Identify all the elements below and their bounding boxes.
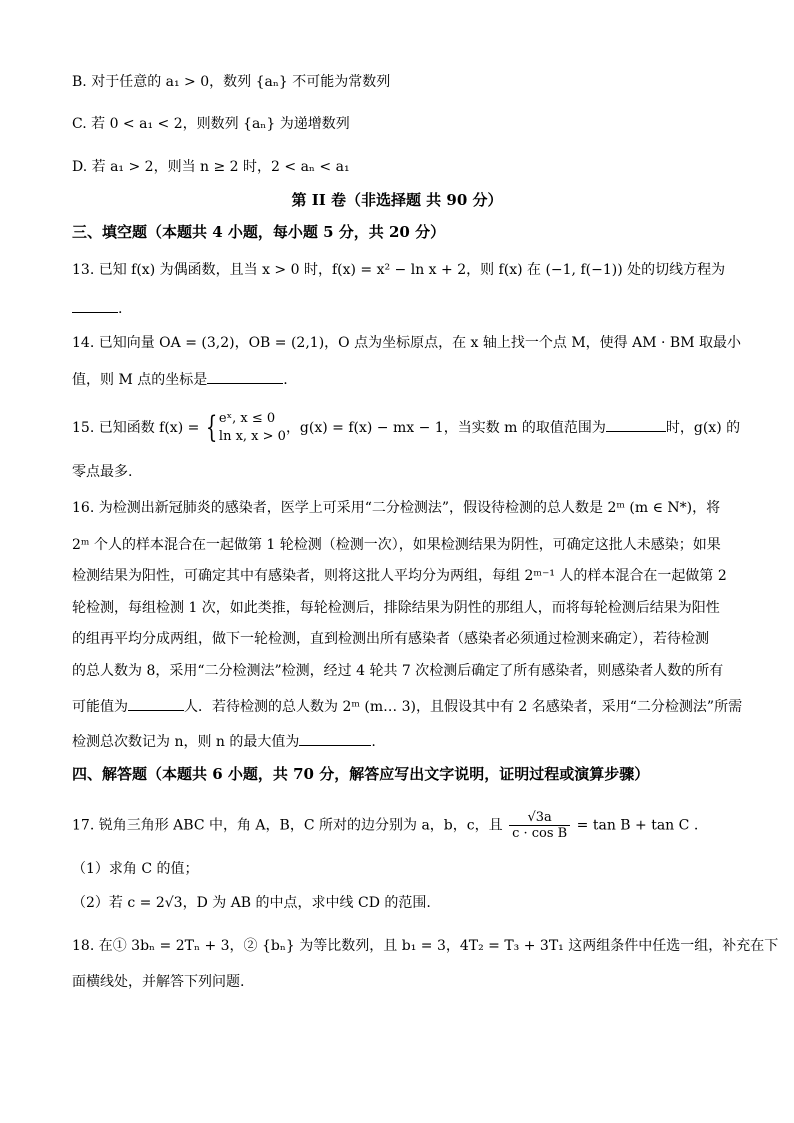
q15-line1 bbox=[72, 410, 740, 446]
q16-line4: 轮检测，每组检测 1 次，如此类推，每轮检测后，排除结果为阴性的那组人，而将每轮检测后结果为阳性 bbox=[72, 600, 720, 616]
q15-start: 15. 已知函数 f(x) = bbox=[72, 420, 200, 436]
part2-title: 第 II 卷（非选择题 共 90 分） bbox=[291, 191, 503, 209]
q17-part2: （2）若 c = 2√3，D 为 AB 的中点，求中线 CD 的范围. bbox=[72, 895, 431, 911]
q15-case2: ln x, x > 0 bbox=[218, 429, 286, 444]
q17-frac-num: √3a bbox=[509, 810, 570, 826]
section3-title: 三、填空题（本题共 4 小题，每小题 5 分，共 20 分） bbox=[72, 223, 446, 241]
q13-line2 bbox=[72, 298, 122, 319]
q18-line1: 18. 在① 3bₙ = 2Tₙ + 3，② {bₙ} 为等比数列，且 b₁ = 3，4T₂ = T₃ + 3T₁ 这两组条件中任选一组，补充在下 bbox=[72, 938, 779, 954]
q16-answer-blank-1[interactable] bbox=[128, 696, 184, 711]
q14-answer-blank[interactable] bbox=[207, 369, 283, 384]
q16-line2: 2ᵐ 个人的样本混合在一起做第 1 轮检测（检测一次），如果检测结果为阴性，可确定这批人未感染；如果 bbox=[72, 537, 721, 553]
option-c: C. 若 0 < a₁ < 2，则数列 {aₙ} 为递增数列 bbox=[72, 116, 350, 132]
brace-symbol: { bbox=[205, 410, 218, 445]
q16-line3: 检测结果为阳性，可确定其中有感染者，则将这批人平均分为两组，每组 2ᵐ⁻¹ 人的样本混合在一起做第 2 bbox=[72, 568, 727, 584]
option-d: D. 若 a₁ > 2，则当 n ≥ 2 时，2 < aₙ < a₁ bbox=[72, 159, 350, 175]
q14-line2 bbox=[72, 369, 288, 390]
q17-fraction bbox=[509, 810, 570, 841]
q16-line5: 的组再平均分成两组，做下一轮检测，直到检测出所有感染者（感染者必须通过检测来确定），若待检测 bbox=[72, 631, 709, 647]
q17-end: = tan B + tan C . bbox=[576, 817, 699, 834]
q15-piecewise bbox=[219, 410, 286, 446]
q13-period: . bbox=[118, 301, 123, 317]
q16-line8-end: . bbox=[371, 734, 376, 750]
q14-period: . bbox=[283, 372, 288, 388]
q16-line8-start: 检测总次数记为 n，则 n 的最大值为 bbox=[72, 734, 300, 750]
q16-answer-blank-2[interactable] bbox=[299, 731, 371, 746]
q16-line8 bbox=[72, 731, 376, 752]
q15-case1: eˣ, x ≤ 0 bbox=[218, 411, 276, 426]
option-b: B. 对于任意的 a₁ > 0，数列 {aₙ} 不可能为常数列 bbox=[72, 74, 391, 90]
q14-line2-text: 值，则 M 点的坐标是 bbox=[72, 372, 208, 388]
q17-frac-den: c · cos B bbox=[512, 826, 568, 841]
q15-answer-blank[interactable] bbox=[606, 417, 666, 432]
q14-line1: 14. 已知向量 OA = (3,2)，OB = (2,1)，O 点为坐标原点，在 x 轴上找一个点 M，使得 AM · BM 取最小 bbox=[72, 335, 741, 351]
q16-line7-start: 可能值为 bbox=[72, 699, 128, 715]
q16-line1: 16. 为检测出新冠肺炎的感染者，医学上可采用“二分检测法”，假设待检测的总人数是 2ᵐ (m ∈ N*)，将 bbox=[72, 500, 721, 516]
section4-title: 四、解答题（本题共 6 小题，共 70 分，解答应写出文字说明，证明过程或演算步骤） bbox=[72, 765, 650, 783]
q17-start: 17. 锐角三角形 ABC 中，角 A，B，C 所对的边分别为 a，b，c，且 bbox=[72, 817, 503, 834]
q15-mid: ，g(x) = f(x) − mx − 1，当实数 m 的取值范围为 bbox=[285, 420, 606, 436]
q17-part1: （1）求角 C 的值； bbox=[72, 861, 199, 877]
q17-stem bbox=[72, 810, 698, 841]
q13-answer-blank[interactable] bbox=[72, 298, 118, 313]
q16-line7 bbox=[72, 696, 742, 717]
q16-line7-end: 人．若待检测的总人数为 2ᵐ (m… 3)，且假设其中有 2 名感染者，采用“二分检测法”所需 bbox=[184, 699, 743, 715]
q13-line1: 13. 已知 f(x) 为偶函数，且当 x > 0 时，f(x) = x² − ln x + 2，则 f(x) 在 (−1, f(−1)) 处的切线方程为 bbox=[72, 262, 726, 278]
q15-line2: 零点最多. bbox=[72, 464, 133, 480]
q15-end: 时，g(x) 的 bbox=[665, 420, 741, 436]
q18-line2: 面横线处，并解答下列问题. bbox=[72, 974, 245, 990]
q16-line6: 的总人数为 8，采用“二分检测法”检测，经过 4 轮共 7 次检测后确定了所有感染者，则感染者人数的所有 bbox=[72, 663, 724, 679]
